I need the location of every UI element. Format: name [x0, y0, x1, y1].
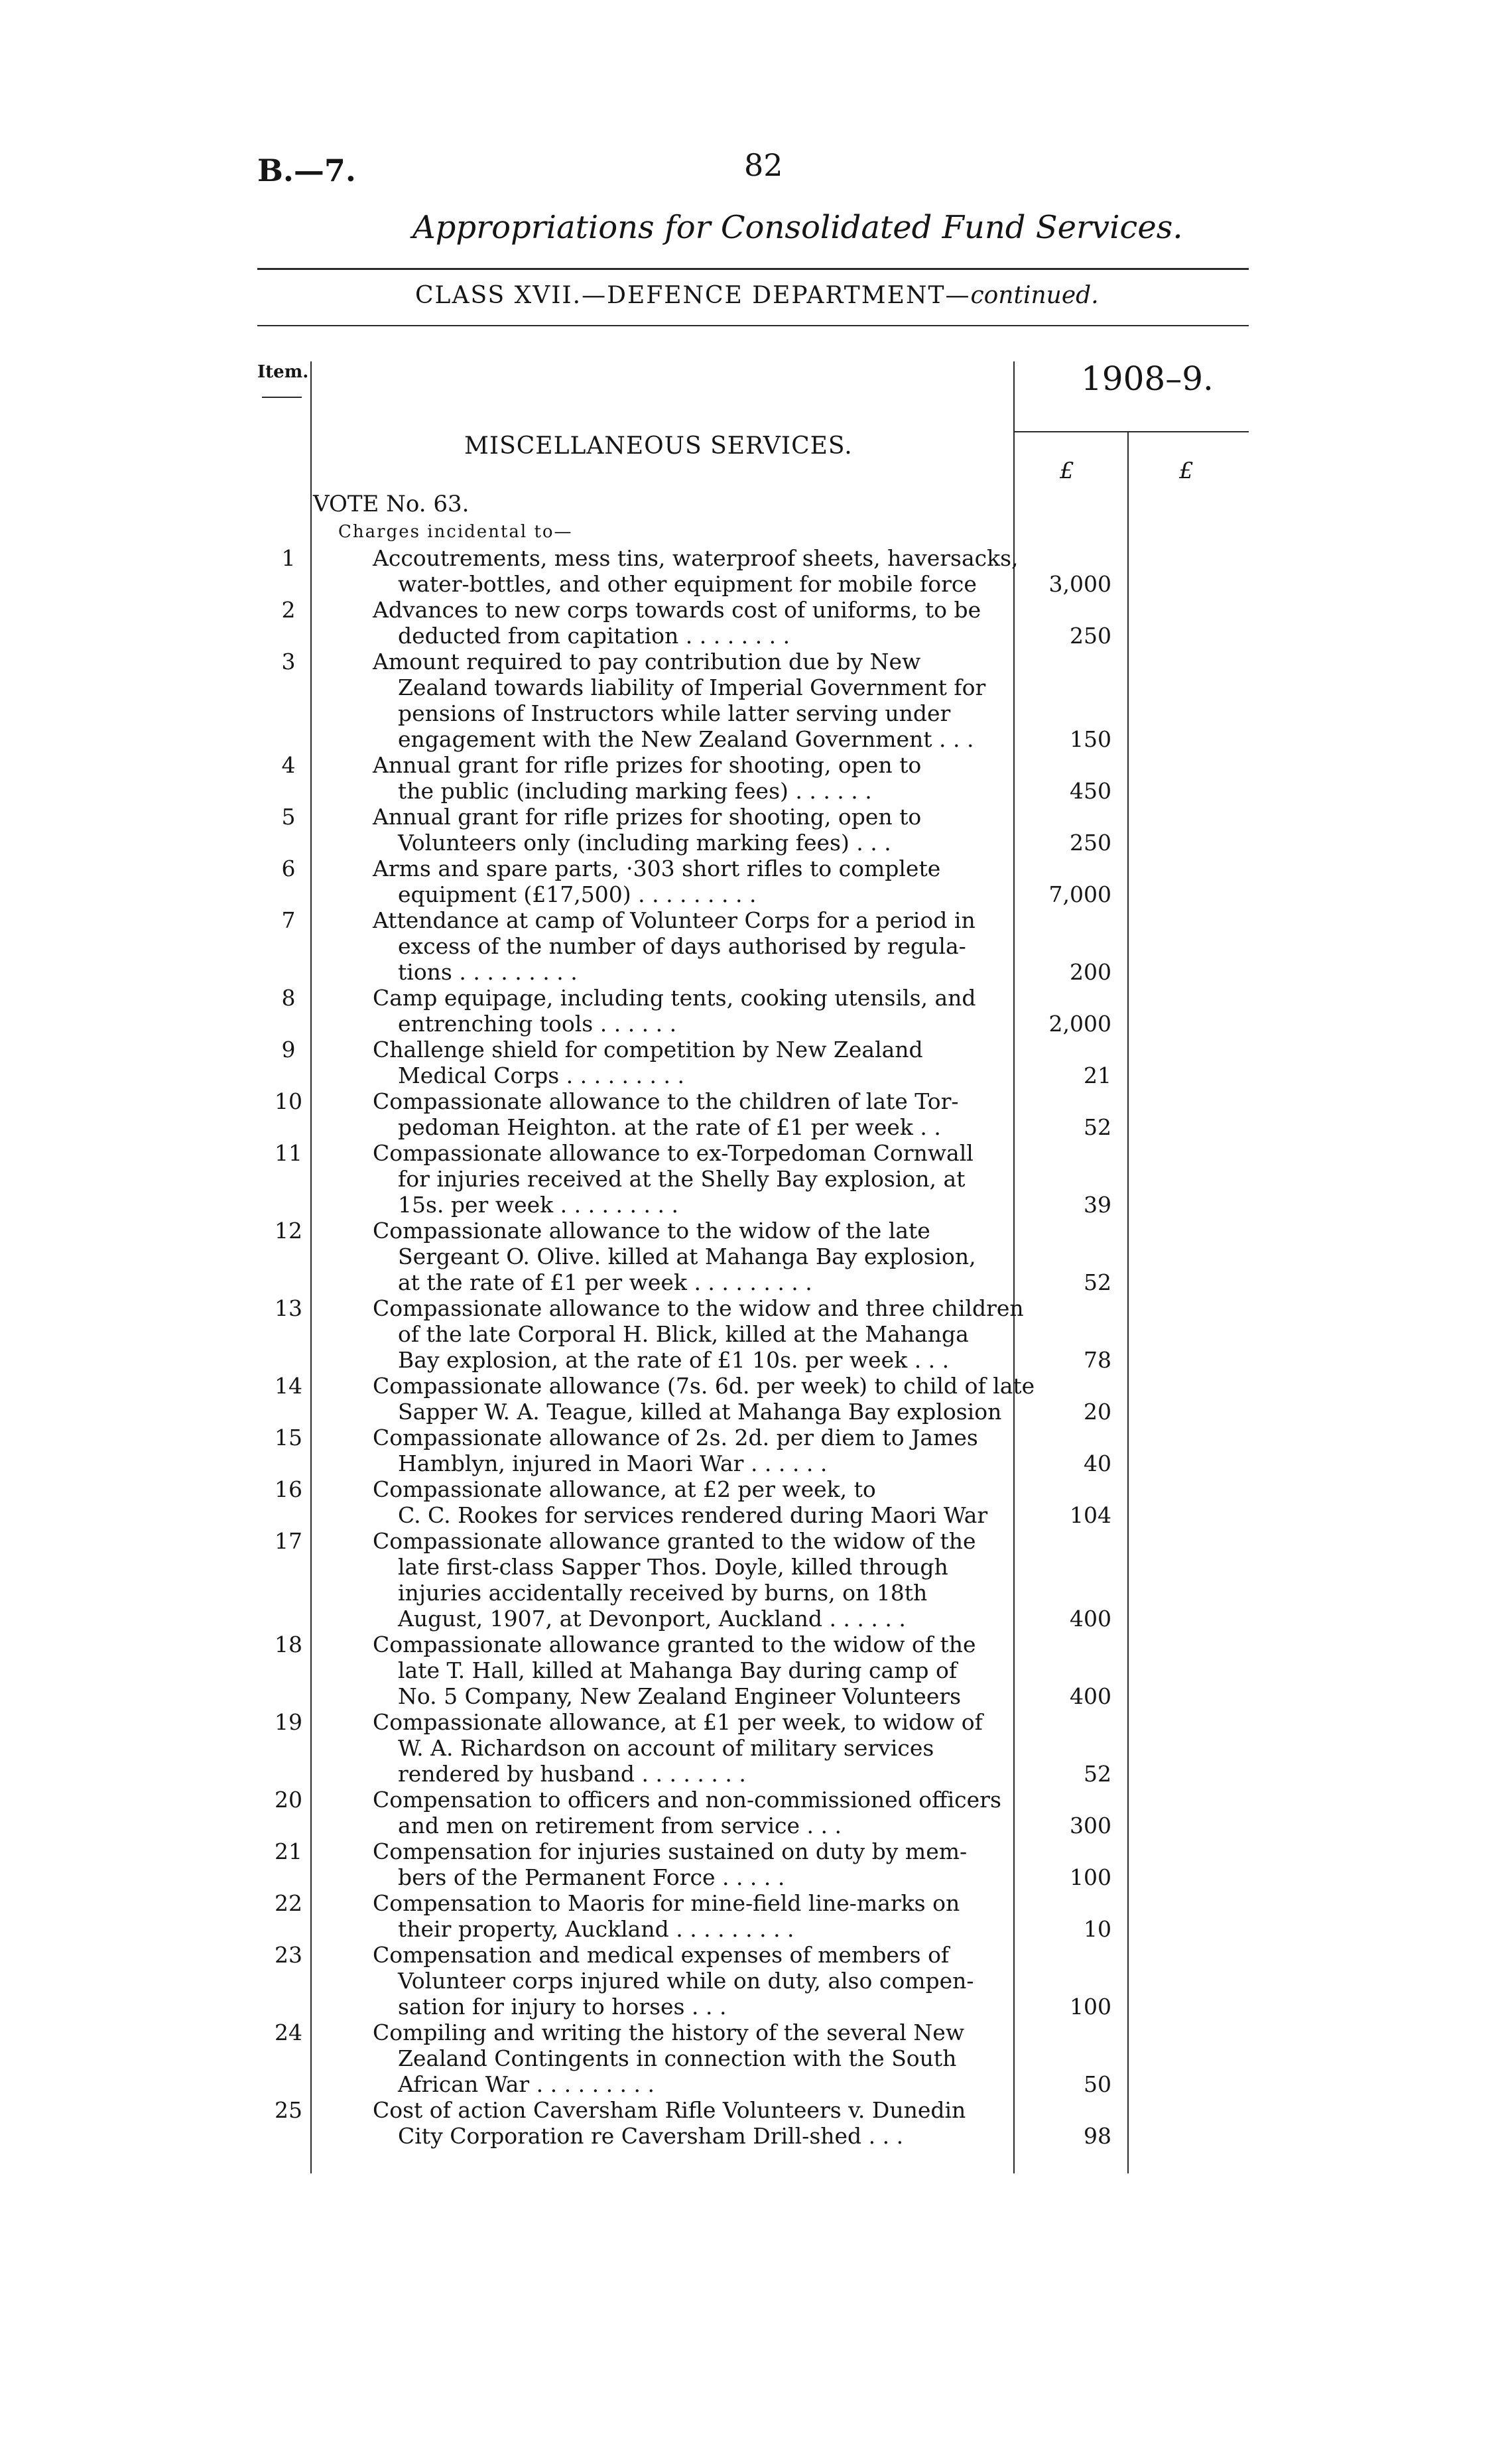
item-description: Amount required to pay contribution due by New: [373, 649, 921, 675]
list-item: [0, 1114, 1512, 1140]
list-item: [0, 1735, 1512, 1761]
item-description: Volunteer corps injured while on duty, also compen-: [398, 1968, 974, 1994]
list-item: [0, 1838, 1512, 1864]
list-item: [0, 959, 1512, 985]
list-item: [0, 571, 1512, 597]
list-item: [0, 675, 1512, 700]
item-description: Volunteers only (including marking fees) . . .: [398, 830, 891, 856]
item-description: Compensation to Maoris for mine-field line-marks on: [373, 1890, 960, 1916]
list-item: [0, 2071, 1512, 2097]
year-rule: [1015, 431, 1249, 432]
list-item: [0, 1011, 1512, 1037]
item-description: Bay explosion, at the rate of £1 10s. per week . . .: [398, 1347, 950, 1373]
list-item: [0, 2123, 1512, 2149]
list-item: [0, 597, 1512, 623]
list-item: [0, 1554, 1512, 1580]
list-item: [0, 1787, 1512, 1813]
item-description: Cost of action Caversham Rifle Volunteers v. Dunedin: [373, 2097, 966, 2123]
item-description: C. C. Rookes for services rendered during Maori War: [398, 1502, 988, 1528]
item-description: engagement with the New Zealand Government . . .: [398, 726, 974, 752]
list-item: [0, 1244, 1512, 1269]
vote-subhead: Charges incidental to—: [338, 522, 573, 542]
item-description: Compassionate allowance, at £1 per week, to widow of: [373, 1709, 983, 1735]
item-description: equipment (£17,500) . . . . . . . . .: [398, 881, 757, 907]
item-description: Zealand towards liability of Imperial Government for: [398, 675, 986, 700]
item-amount: 98: [1084, 2123, 1111, 2149]
list-item: [0, 1916, 1512, 1942]
item-description: Camp equipage, including tents, cooking utensils, and: [373, 985, 976, 1011]
item-description: Compassionate allowance (7s. 6d. per week) to child of late: [373, 1373, 1035, 1399]
list-item: [0, 726, 1512, 752]
item-description: Compassionate allowance granted to the widow of the: [373, 1528, 976, 1554]
item-column-label: Item.: [257, 362, 309, 382]
item-description: pensions of Instructors while latter serving under: [398, 700, 951, 726]
item-number: 7: [281, 907, 296, 933]
list-item: [0, 1813, 1512, 1838]
list-item: [0, 1606, 1512, 1632]
item-description: August, 1907, at Devonport, Auckland . . . . . .: [398, 1606, 906, 1632]
item-description: sation for injury to horses . . .: [398, 1994, 727, 2020]
item-description: Annual grant for rifle prizes for shooting, open to: [373, 804, 922, 830]
item-description: Compiling and writing the history of the several New: [373, 2020, 965, 2045]
list-item: [0, 1994, 1512, 2020]
list-item: [0, 1373, 1512, 1399]
item-description: late first-class Sapper Thos. Doyle, killed through: [398, 1554, 948, 1580]
pound-header-col2: £: [1179, 458, 1194, 484]
item-description: Compensation and medical expenses of members of: [373, 1942, 950, 1968]
item-description: Zealand Contingents in connection with the South: [398, 2045, 957, 2071]
document-code: B.—7.: [257, 153, 356, 188]
item-description: W. A. Richardson on account of military services: [398, 1735, 934, 1761]
item-description: African War . . . . . . . . .: [398, 2071, 655, 2097]
item-number: 8: [281, 985, 296, 1011]
item-description: of the late Corporal H. Blick, killed at the Mahanga: [398, 1321, 969, 1347]
item-description: entrenching tools . . . . . .: [398, 1011, 677, 1037]
item-number: 21: [275, 1838, 302, 1864]
list-item: [0, 1683, 1512, 1709]
item-description: Compensation for injuries sustained on duty by mem-: [373, 1838, 968, 1864]
item-number: 24: [275, 2020, 302, 2045]
page-title: Appropriations for Consolidated Fund Services.: [412, 209, 1183, 246]
item-description: Attendance at camp of Volunteer Corps for a period in: [373, 907, 976, 933]
item-number: 10: [275, 1088, 302, 1114]
list-item: [0, 649, 1512, 675]
item-number: 3: [281, 649, 296, 675]
item-amount: 100: [1070, 1864, 1111, 1890]
list-item: [0, 1192, 1512, 1218]
item-description: rendered by husband . . . . . . . .: [398, 1761, 746, 1787]
item-description: Compassionate allowance to the widow and three children: [373, 1295, 1024, 1321]
item-amount: 52: [1084, 1114, 1111, 1140]
item-description: Medical Corps . . . . . . . . .: [398, 1062, 684, 1088]
list-item: [0, 830, 1512, 856]
item-description: 15s. per week . . . . . . . . .: [398, 1192, 678, 1218]
list-item: [0, 907, 1512, 933]
item-description: Compensation to officers and non-commissioned officers: [373, 1787, 1001, 1813]
item-number: 5: [281, 804, 296, 830]
list-item: [0, 1942, 1512, 1968]
list-item: [0, 778, 1512, 804]
item-description: Accoutrements, mess tins, waterproof sheets, haversacks,: [373, 545, 1019, 571]
item-amount: 3,000: [1048, 571, 1111, 597]
item-description: their property, Auckland . . . . . . . . .: [398, 1916, 794, 1942]
item-amount: 450: [1070, 778, 1111, 804]
item-number: 18: [275, 1632, 302, 1657]
item-number: 6: [281, 856, 296, 881]
item-number: 13: [275, 1295, 302, 1321]
list-item: [0, 1166, 1512, 1192]
list-item: [0, 623, 1512, 649]
item-description: Advances to new corps towards cost of uniforms, to be: [373, 597, 981, 623]
class-heading-suffix: continued.: [970, 282, 1099, 309]
item-description: Compassionate allowance to ex-Torpedoman Cornwall: [373, 1140, 974, 1166]
item-number: 14: [275, 1373, 302, 1399]
list-item: [0, 881, 1512, 907]
item-description: Arms and spare parts, ·303 short rifles to complete: [373, 856, 941, 881]
list-item: [0, 804, 1512, 830]
item-number: 17: [275, 1528, 302, 1554]
item-amount: 400: [1070, 1606, 1111, 1632]
item-description: Compassionate allowance to the children of late Tor-: [373, 1088, 959, 1114]
list-item: [0, 1968, 1512, 1994]
list-item: [0, 1062, 1512, 1088]
list-item: [0, 1580, 1512, 1606]
item-description: pedoman Heighton. at the rate of £1 per week . .: [398, 1114, 941, 1140]
item-description: Hamblyn, injured in Maori War . . . . . .: [398, 1450, 828, 1476]
item-number: 11: [275, 1140, 302, 1166]
item-description: Sergeant O. Olive. killed at Mahanga Bay explosion,: [398, 1244, 976, 1269]
list-item: [0, 1321, 1512, 1347]
item-amount: 21: [1084, 1062, 1111, 1088]
item-amount: 250: [1070, 623, 1111, 649]
item-amount: 40: [1084, 1450, 1111, 1476]
item-description: bers of the Permanent Force . . . . .: [398, 1864, 785, 1890]
list-item: [0, 856, 1512, 881]
title-rule: [257, 268, 1249, 270]
item-description: City Corporation re Caversham Drill-shed . . .: [398, 2123, 904, 2149]
item-label-rule: [262, 397, 302, 398]
item-amount: 52: [1084, 1269, 1111, 1295]
list-item: [0, 1476, 1512, 1502]
list-item: [0, 1088, 1512, 1114]
section-title: MISCELLANEOUS SERVICES.: [464, 432, 853, 460]
list-item: [0, 700, 1512, 726]
list-item: [0, 1037, 1512, 1062]
item-amount: 78: [1084, 1347, 1111, 1373]
item-amount: 100: [1070, 1994, 1111, 2020]
list-item: [0, 1269, 1512, 1295]
list-item: [0, 1425, 1512, 1450]
item-description: deducted from capitation . . . . . . . .: [398, 623, 790, 649]
item-number: 15: [275, 1425, 302, 1450]
item-number: 1: [281, 545, 296, 571]
list-item: [0, 1502, 1512, 1528]
item-number: 23: [275, 1942, 302, 1968]
list-item: [0, 545, 1512, 571]
list-item: [0, 1632, 1512, 1657]
list-item: [0, 752, 1512, 778]
item-amount: 400: [1070, 1683, 1111, 1709]
year-heading: 1908–9.: [1081, 359, 1214, 398]
item-description: No. 5 Company, New Zealand Engineer Volunteers: [398, 1683, 962, 1709]
item-description: Compassionate allowance, at £2 per week, to: [373, 1476, 876, 1502]
item-description: at the rate of £1 per week . . . . . . . . .: [398, 1269, 812, 1295]
item-description: injuries accidentally received by burns, on 18th: [398, 1580, 928, 1606]
item-description: the public (including marking fees) . . . . . .: [398, 778, 872, 804]
list-item: [0, 1709, 1512, 1735]
list-item: [0, 1528, 1512, 1554]
item-description: Compassionate allowance granted to the widow of the: [373, 1632, 976, 1657]
item-number: 19: [275, 1709, 302, 1735]
item-amount: 50: [1084, 2071, 1111, 2097]
pound-header-col1: £: [1060, 458, 1074, 484]
item-amount: 10: [1084, 1916, 1111, 1942]
item-description: tions . . . . . . . . .: [398, 959, 578, 985]
item-amount: 250: [1070, 830, 1111, 856]
class-rule: [257, 325, 1249, 326]
item-description: excess of the number of days authorised by regula-: [398, 933, 966, 959]
item-amount: 150: [1070, 726, 1111, 752]
list-item: [0, 1140, 1512, 1166]
item-description: Challenge shield for competition by New Zealand: [373, 1037, 923, 1062]
item-number: 4: [281, 752, 296, 778]
item-description: for injuries received at the Shelly Bay explosion, at: [398, 1166, 966, 1192]
item-amount: 52: [1084, 1761, 1111, 1787]
item-number: 20: [275, 1787, 302, 1813]
list-item: [0, 985, 1512, 1011]
item-amount: 200: [1070, 959, 1111, 985]
list-item: [0, 1295, 1512, 1321]
item-description: late T. Hall, killed at Mahanga Bay during camp of: [398, 1657, 958, 1683]
list-item: [0, 933, 1512, 959]
list-item: [0, 1450, 1512, 1476]
item-amount: 20: [1084, 1399, 1111, 1425]
list-item: [0, 2097, 1512, 2123]
item-amount: 7,000: [1048, 881, 1111, 907]
list-item: [0, 1347, 1512, 1373]
list-item: [0, 1218, 1512, 1244]
item-amount: 39: [1084, 1192, 1111, 1218]
item-amount: 300: [1070, 1813, 1111, 1838]
vote-number: VOTE No. 63.: [313, 491, 470, 517]
item-description: Sapper W. A. Teague, killed at Mahanga Bay explosion: [398, 1399, 1002, 1425]
item-amount: 2,000: [1048, 1011, 1111, 1037]
list-item: [0, 1761, 1512, 1787]
item-number: 2: [281, 597, 296, 623]
list-item: [0, 1399, 1512, 1425]
item-description: water-bottles, and other equipment for mobile force: [398, 571, 977, 597]
item-number: 25: [275, 2097, 302, 2123]
list-item: [0, 2045, 1512, 2071]
item-number: 12: [275, 1218, 302, 1244]
class-heading: CLASS XVII.—DEFENCE DEPARTMENT—continued.: [415, 282, 1099, 309]
item-description: Compassionate allowance of 2s. 2d. per diem to James: [373, 1425, 978, 1450]
list-item: [0, 1890, 1512, 1916]
page-number: 82: [744, 147, 783, 183]
item-number: 16: [275, 1476, 302, 1502]
item-number: 9: [281, 1037, 296, 1062]
item-description: Compassionate allowance to the widow of the late: [373, 1218, 930, 1244]
list-item: [0, 1657, 1512, 1683]
item-number: 22: [275, 1890, 302, 1916]
item-amount: 104: [1070, 1502, 1111, 1528]
list-item: [0, 1864, 1512, 1890]
list-item: [0, 2020, 1512, 2045]
item-description: and men on retirement from service . . .: [398, 1813, 842, 1838]
item-description: Annual grant for rifle prizes for shooting, open to: [373, 752, 922, 778]
